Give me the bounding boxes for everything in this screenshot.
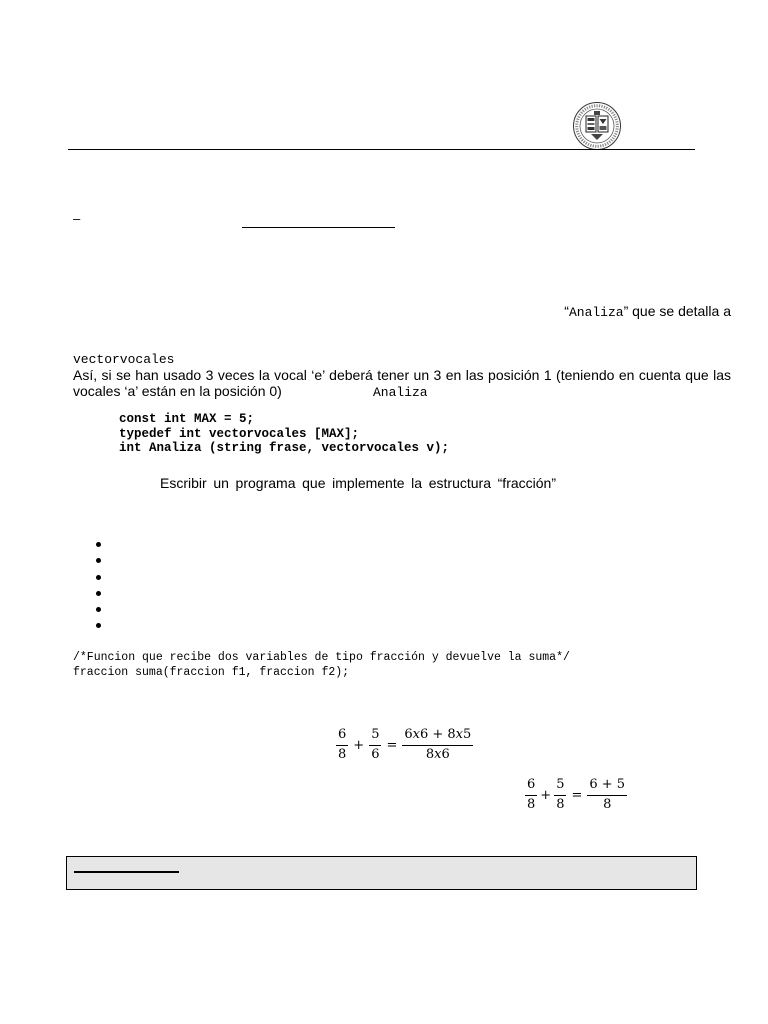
section-dash: –: [73, 211, 81, 226]
code-block: [119, 412, 449, 456]
equals-sign: =: [386, 737, 398, 753]
numerator: 6𝑥6 + 8𝑥5: [404, 727, 472, 742]
numerator: 6: [527, 777, 536, 792]
bullet-icon: [96, 623, 101, 628]
fraction: [336, 727, 348, 763]
equation-different-denominators: [334, 727, 475, 763]
paragraph-line-1: Así, si se han usado 3 veces la vocal ‘e’ deberá tener un 3 en las posición 1 (teniendo en cuenta que las: [73, 367, 731, 383]
university-seal-icon: [572, 101, 622, 151]
bullet-icon: [96, 542, 101, 547]
code-signature-line: fraccion suma(fraccion f1, fraccion f2);: [73, 666, 350, 679]
plus-sign: +: [540, 787, 552, 803]
analiza-tail-text: que se detalla a: [628, 303, 731, 319]
analiza-function-name-2: Analiza: [373, 385, 428, 400]
denominator: 8: [556, 797, 565, 812]
header-rule: [68, 149, 695, 150]
numerator: 5: [556, 777, 565, 792]
denominator: 8: [338, 747, 347, 762]
numerator: 5: [371, 727, 380, 742]
fraccion-task-text: Escribir un programa que implemente la estructura “fracción”: [160, 475, 556, 491]
code-line: int Analiza (string frase, vectorvocales v);: [119, 441, 450, 455]
fraction: [554, 777, 566, 813]
fraction: [369, 727, 381, 763]
equals-sign: =: [571, 787, 583, 803]
bullet-icon: [96, 607, 101, 612]
analiza-sentence-fragment: [564, 303, 731, 320]
paragraph-line-2: vocales ‘a’ están en la posición 0): [73, 383, 282, 399]
numerator: 6: [338, 727, 347, 742]
bullet-icon: [96, 575, 101, 580]
suma-code-snippet: [73, 650, 570, 680]
denominator: 8: [603, 797, 612, 812]
quote-open: “: [564, 303, 569, 319]
result-fraction: [402, 727, 473, 763]
equation-same-denominator: [523, 777, 629, 813]
denominator: 8𝑥6: [425, 747, 450, 762]
code-line: typedef int vectorvocales [MAX];: [119, 426, 360, 441]
denominator: 6: [371, 747, 380, 762]
numerator: 6 + 5: [589, 777, 626, 792]
vectorvocales-type-name: vectorvocales: [73, 352, 175, 367]
title-underline: [242, 227, 395, 228]
result-fraction: [587, 777, 627, 813]
quote-close: ”: [623, 303, 629, 319]
code-line: const int MAX = 5;: [119, 412, 255, 426]
note-box-underline: [74, 871, 179, 873]
bullet-icon: [96, 591, 101, 596]
code-comment-line: /*Funcion que recibe dos variables de tipo fracción y devuelve la suma*/: [73, 651, 570, 664]
denominator: 8: [527, 797, 536, 812]
analiza-function-name: Analiza: [568, 305, 624, 320]
note-box: [66, 856, 697, 890]
fraction: [525, 777, 537, 813]
plus-sign: +: [353, 737, 365, 753]
bullet-icon: [96, 558, 101, 563]
